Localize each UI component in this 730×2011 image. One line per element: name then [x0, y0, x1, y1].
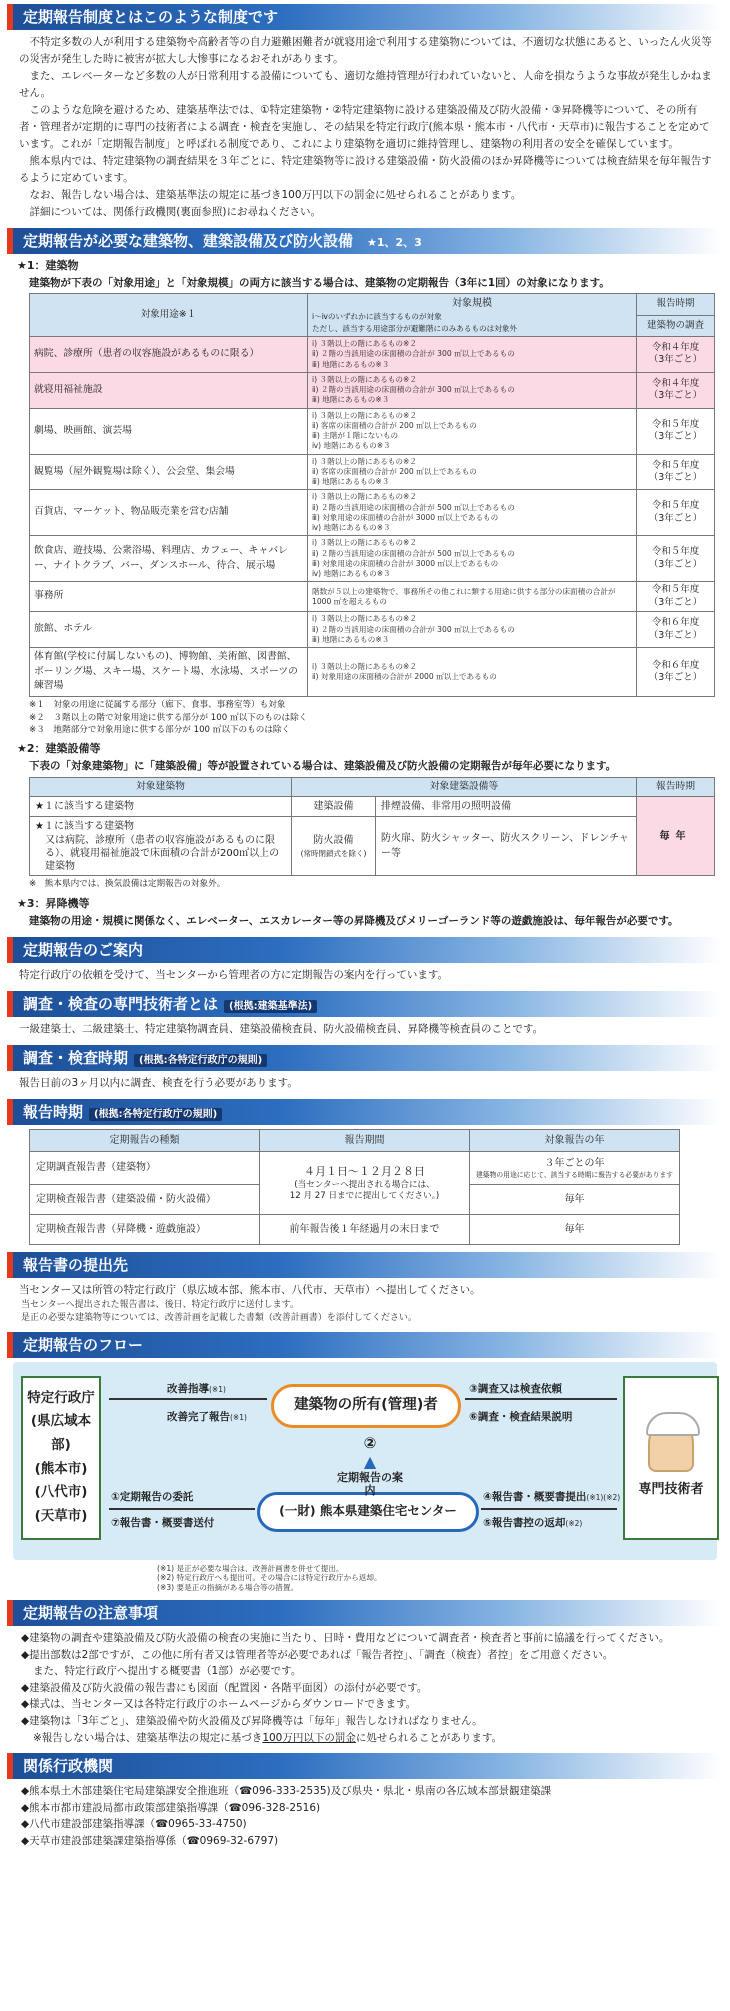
arrow-note: (※2)	[565, 1518, 583, 1528]
footnote: ※３ 地階部分で対象用途に供する部分が 100 ㎡以下のものは除く	[29, 725, 291, 735]
cell	[30, 817, 292, 876]
criterion: ⅱ) ２階の当該用途の床面積の合計が 300 ㎡以上であるもの	[312, 349, 515, 359]
header-year: 対象報告の年	[470, 1130, 680, 1152]
cell: 毎年	[470, 1184, 680, 1214]
table-row	[30, 582, 715, 612]
cell-scale	[308, 648, 637, 697]
arrow-label: ⑦報告書・概要書送付	[111, 1516, 215, 1529]
paragraph: 熊本県内では、特定建築物の調査結果を３年ごとに、特定建築物等に設ける建築設備・防火設備のほか昇降機等については検査結果を毎年報告するように定めています。	[19, 155, 712, 184]
section-header	[7, 1045, 723, 1071]
cell-line: 建築物の用途に応じて、該当する時期に報告する必要があります	[476, 1171, 673, 1180]
criterion: ⅱ) ２階の当該用途の床面積の合計が 300 ㎡以上であるもの	[312, 624, 515, 634]
arrow-label: ⑤報告書控の返却	[483, 1516, 566, 1529]
note: 当センターへ提出された報告書は、後日、特定行政庁に送付します。	[21, 1299, 299, 1310]
arrow-number: ②	[363, 1433, 377, 1452]
header-scale-sub: ただし、該当する用途部分が避難階にのみあるものは対象外	[312, 323, 518, 333]
section-title: 定期報告の注意事項	[23, 1604, 159, 1623]
period-table	[29, 1129, 680, 1244]
subsection-label: ★3：昇降機等	[17, 896, 90, 910]
criterion: ⅳ) 地階にあるもの※３	[312, 569, 391, 579]
section-header	[7, 1099, 723, 1125]
cell-use: 百貨店、マーケット、物品販売業を営む店舗	[30, 490, 308, 536]
cell-scale	[308, 454, 637, 490]
bullet-item: また、特定行政庁へ提出する概要書（1部）が必要です。	[33, 1665, 302, 1678]
criterion: ⅲ) 主階が１階にないもの	[312, 431, 399, 441]
subsection-label: ★2：建築設備等	[17, 742, 101, 756]
arrow-note: (※1)	[209, 1384, 226, 1394]
section-submission	[7, 1252, 723, 1325]
arrow-label: ④報告書・概要書提出	[483, 1490, 587, 1503]
cell-use: 病院、診療所（患者の収容施設があるものに限る）	[30, 337, 308, 373]
criterion: ⅰ) ３階以上の階にあるもの※２	[312, 538, 417, 548]
criterion: ⅱ) 対象用途の床面積の合計が 2000 ㎡以上であるもの	[312, 672, 497, 682]
header-period: 報告時期	[637, 294, 715, 315]
section-header	[7, 4, 723, 30]
criterion: ⅱ) 客席の床面積の合計が 200 ㎡以上であるもの	[312, 420, 477, 430]
gov-line: 特定行政庁	[27, 1389, 95, 1406]
bullet-item	[7, 1730, 723, 1747]
footnote: ※１ 対象の用途に従属する部分（廊下、食事、事務室等）も対象	[29, 700, 286, 711]
expert-label: 専門技術者	[638, 1481, 704, 1497]
cell-scale	[308, 490, 637, 536]
table-row	[30, 372, 715, 408]
cell: 毎年	[470, 1214, 680, 1244]
table-row	[30, 648, 715, 697]
arrow-setsumei	[469, 1410, 572, 1426]
cell-line: ★１に該当する建築物	[35, 821, 134, 833]
cell: 防火扉、防火シャッター、防火スクリーン、ドレンチャー等	[376, 817, 637, 876]
arrow-line	[109, 1508, 255, 1510]
section-notes	[7, 1600, 723, 1746]
paragraph: 報告日前の3ヶ月以内に調査、検査を行う必要があります。	[19, 1077, 298, 1090]
cell-line: 12 月 27 日までに提出してください。)	[289, 1191, 440, 1202]
header-scale-label: 対象規模	[452, 298, 492, 310]
table-row	[30, 612, 715, 648]
table-row	[30, 490, 715, 536]
section-basis: (根拠:各特定行政庁の規則)	[89, 1108, 222, 1121]
section-title: 調査・検査の専門技術者とは	[23, 995, 219, 1014]
cell-period	[637, 337, 715, 373]
star-refs: ★1、2、3	[367, 236, 422, 249]
gov-box	[21, 1376, 101, 1540]
period-line: 令和５年度	[651, 418, 700, 430]
equipment-table	[29, 777, 715, 877]
arrow-label: ③調査又は検査依頼	[469, 1382, 562, 1395]
arrow-label: ①定期報告の委託	[111, 1490, 194, 1503]
section-flow	[7, 1332, 723, 1594]
footnote: (※3) 要是正の指摘がある場合等の措置。	[157, 1583, 299, 1593]
cell	[292, 817, 376, 876]
arrow-label: 定期報告の案内	[337, 1470, 403, 1497]
section-system	[7, 4, 723, 221]
section-timing	[7, 1045, 723, 1092]
person-icon	[648, 1416, 694, 1472]
cell-line: ３年ごとの年	[544, 1158, 605, 1170]
criterion: ⅰ) ３階以上の階にあるもの※２	[312, 410, 417, 420]
up-arrow-icon: ▲	[363, 1451, 377, 1471]
section-basis: (根拠:各特定行政庁の規則)	[134, 1054, 267, 1067]
text: ※報告しない場合は、建築基準法の規定に基づき	[33, 1731, 263, 1744]
cell-period	[637, 408, 715, 454]
bullet-item: ◆建築物は「3年ごと」、建築設備や防火設備及び昇降機等は「毎年」報告しなければなりません。	[21, 1715, 483, 1728]
cell: 前年報告後１年経過月の末日まで	[260, 1214, 470, 1244]
cell	[470, 1152, 680, 1184]
arrow-kanryo	[167, 1410, 247, 1426]
period-line: 令和４年度	[651, 342, 700, 354]
cell: 建築設備	[292, 797, 376, 817]
cell-period	[637, 582, 715, 612]
cell: 定期検査報告書（建築設備・防火設備）	[30, 1184, 260, 1214]
cell-scale	[308, 408, 637, 454]
arrow-line	[109, 1398, 267, 1400]
flow-footnotes	[7, 1564, 723, 1594]
header-use: 対象用途※１	[30, 294, 308, 337]
table-row	[30, 454, 715, 490]
cell-line: 又は病院、診療所（患者の収容施設があるものに限る）、就寝用福祉施設で床面積の合計が200㎡以上の建築物	[45, 835, 280, 873]
arrow-line	[481, 1508, 617, 1510]
section-title: 報告時期	[23, 1103, 84, 1122]
agency-item: ◆熊本市都市建設局都市政策部建築指導課（☎096-328-2516)	[21, 1801, 321, 1814]
gov-line: (県広域本部)	[30, 1413, 92, 1453]
cell-period	[637, 490, 715, 536]
header-period: 報告期間	[260, 1130, 470, 1152]
center-box: (一財) 熊本県建築住宅センター	[257, 1492, 479, 1532]
footnote: ※ 熊本県内では、換気設備は定期報告の対象外。	[29, 879, 226, 890]
cell-use: 劇場、映画館、演芸場	[30, 408, 308, 454]
cell: 排煙設備、非常用の照明設備	[376, 797, 637, 817]
header-scale-sub: ⅰ～ⅳのいずれかに該当するものが対象	[312, 312, 442, 322]
flow-diagram	[13, 1362, 717, 1560]
paragraph: 不特定多数の人が利用する建築物や高齢者等の自力避難困難者が就寝用途で利用する建築物については、不適切な状態にあると、いったん火災等の災害が発生した時に被害が拡大し大惨事になるおそれがあります。	[19, 36, 712, 65]
paragraph: 特定行政庁の依頼を受けて、当センターから管理者の方に定期報告の案内を行っています。	[19, 969, 449, 982]
section-agencies	[7, 1753, 723, 1849]
section-title: 報告書の提出先	[23, 1255, 129, 1274]
period-line: （3年ごと）	[648, 512, 703, 524]
section-title: 定期報告が必要な建築物、建築設備及び防火設備	[23, 232, 354, 250]
period-line: （3年ごと）	[648, 354, 703, 366]
cell: 定期調査報告書（建築物）	[30, 1152, 260, 1184]
section-header	[7, 1600, 723, 1626]
bullet-item: ◆建築設備及び防火設備の報告書にも図面（配置図・各階平面図）の添付が必要です。	[21, 1681, 428, 1694]
arrow-label: 改善指導	[167, 1382, 209, 1395]
criterion: ⅳ) 地階にあるもの※３	[312, 523, 391, 533]
arrow-label: ⑥調査・検査結果説明	[469, 1410, 573, 1423]
period-line: （3年ごと）	[648, 672, 703, 684]
table-row	[30, 408, 715, 454]
criterion: ⅱ) ２階の当該用途の床面積の合計が 500 ㎡以上であるもの	[312, 502, 515, 512]
cell-use: 事務所	[30, 582, 308, 612]
table-row	[30, 337, 715, 373]
header-scale	[308, 294, 637, 337]
cell-use: 旅館、ホテル	[30, 612, 308, 648]
period-line: （3年ごと）	[648, 471, 703, 483]
arrow-note: (※1)	[230, 1412, 247, 1422]
criterion: ⅲ) 地階にあるもの※３	[312, 395, 390, 405]
arrow-henkyaku	[483, 1516, 582, 1532]
arrow-guidance	[335, 1434, 405, 1498]
bullet-item: ◆提出部数は2部ですが、この他に所有者又は管理者等が必要であれば「報告者控」、「調査（検査）者控」をご用意ください。	[21, 1648, 614, 1661]
period-line: （3年ごと）	[648, 596, 703, 608]
cell-period	[637, 648, 715, 697]
criterion: ⅱ) ２階の当該用途の床面積の合計が 300 ㎡以上であるもの	[312, 385, 515, 395]
section-header	[7, 991, 723, 1017]
section-title: 調査・検査時期	[23, 1049, 129, 1068]
section-header	[7, 1332, 723, 1358]
section-header	[7, 1753, 723, 1779]
arrow-line	[465, 1398, 617, 1400]
cell-scale	[308, 612, 637, 648]
period-line: （3年ごと）	[648, 629, 703, 641]
criterion: ⅱ) ２階の当該用途の床面積の合計が 500 ㎡以上であるもの	[312, 548, 515, 558]
cell-use: 就寝用福祉施設	[30, 372, 308, 408]
cell-line: ４月１日～１２月２８日	[304, 1164, 425, 1178]
section-guidance	[7, 937, 723, 984]
bullet-item: ◆建築物の調査や建築設備及び防火設備の検査の実施に当たり、日時・費用などについて調査者・検査者と事前に協議を行ってください。	[21, 1632, 670, 1645]
section-title: 定期報告のご案内	[23, 941, 144, 960]
section-header	[7, 937, 723, 963]
period-line: 令和５年度	[651, 500, 700, 512]
cell-line: (当センターへ提出される場合には、	[294, 1180, 435, 1190]
gov-line: (熊本市)	[34, 1460, 88, 1477]
cell-period	[637, 612, 715, 648]
period-line: 令和５年度	[651, 546, 700, 558]
gov-line: (八代市)	[34, 1484, 88, 1501]
arrow-itaku	[111, 1490, 193, 1506]
section-experts	[7, 991, 723, 1038]
bullet-item: ◆様式は、当センター又は各特定行政庁のホームページからダウンロードできます。	[21, 1698, 417, 1711]
paragraph: 詳細については、関係行政機関(裏面参照)にお尋ねください。	[29, 206, 321, 218]
section-required	[7, 228, 723, 930]
period-line: 令和５年度	[651, 584, 700, 596]
header-equipment: 対象建築設備等	[292, 777, 637, 797]
cell-line: 防火設備	[313, 835, 354, 847]
cell-period	[637, 372, 715, 408]
subsection-note: 建築物が下表の「対象用途」と「対象規模」の両方に該当する場合は、建築物の定期報告（3年に1回）の対象になります。	[29, 276, 610, 289]
arrow-soufu	[111, 1516, 214, 1532]
header-survey: 建築物の調査	[637, 315, 715, 336]
criterion: ⅰ) ３階以上の階にあるもの※２	[312, 492, 417, 502]
paragraph: 一級建築士、二級建築士、特定建築物調査員、建築設備検査員、防火設備検査員、昇降機等検査員のことです。	[19, 1023, 544, 1036]
arrow-label: 改善完了報告	[167, 1410, 230, 1423]
header-type: 定期報告の種類	[30, 1130, 260, 1152]
arrow-teishutsu	[483, 1490, 620, 1506]
section-header	[7, 228, 723, 254]
criterion: ⅲ) 地階にあるもの※３	[312, 359, 390, 369]
cell-period	[637, 536, 715, 582]
paragraph: 当センター又は所管の特定行政庁（県広域本部、熊本市、八代市、天草市）へ提出してください。	[19, 1283, 481, 1296]
footnotes	[7, 697, 723, 738]
cell-scale	[308, 372, 637, 408]
arrow-note: (※1)(※2)	[586, 1492, 621, 1502]
cell-scale	[308, 337, 637, 373]
criterion: ⅰ) ３階以上の階にあるもの※２	[312, 456, 417, 466]
period-line: 令和６年度	[651, 659, 700, 671]
agency-item: ◆八代市建設部建築指導課（☎0965-33-4750)	[21, 1818, 247, 1831]
cell-scale	[308, 536, 637, 582]
period-line: （3年ごと）	[648, 558, 703, 570]
paragraph: また、エレベーターなど多数の人が日常利用する設備についても、適切な維持管理が行われていないと、人命を損なうような事故が発生しかねません。	[19, 70, 712, 99]
criterion: ⅳ) 地階にあるもの※３	[312, 441, 391, 451]
footnote: (※2) 特定行政庁へも提出可。その場合には特定行政庁から返却。	[157, 1573, 382, 1583]
cell-line: (常時閉鎖式を除く)	[300, 849, 367, 859]
criterion: ⅰ) ３階以上の階にあるもの※２	[312, 374, 417, 384]
period-line: 令和４年度	[651, 377, 700, 389]
subsection-label: ★1：建築物	[17, 259, 79, 272]
expert-box	[623, 1376, 719, 1540]
subsection-note: 建築物の用途・規模に関係なく、エレベーター、エスカレーター等の昇降機及びメリーゴーランド等の遊戯施設は、毎年報告が必要です。	[29, 915, 679, 928]
cell-use: 観覧場（屋外観覧場は除く）、公会堂、集会場	[30, 454, 308, 490]
period-line: 令和５年度	[651, 459, 700, 471]
cell-period	[637, 454, 715, 490]
footnote: (※1) 是正が必要な場合は、改善計画書を併せて提出。	[157, 1563, 344, 1573]
criterion: ⅰ) ３階以上の階にあるもの※２	[312, 339, 417, 349]
cell-use: 飲食店、遊技場、公衆浴場、料理店、カフェー、キャバレー、ナイトクラブ、バー、ダンスホール、待合、展示場	[30, 536, 308, 582]
section-report-period	[7, 1099, 723, 1244]
cell	[260, 1152, 470, 1214]
subsection-note: 下表の「対象建築物」に「建築設備」等が設置されている場合は、建築設備及び防火設備の定期報告が毎年必要になります。	[29, 759, 617, 772]
period-line: （3年ごと）	[648, 390, 703, 402]
section-title: 関係行政機関	[23, 1757, 114, 1776]
section-title: 定期報告制度とはこのような制度です	[23, 8, 279, 26]
gov-line: (天草市)	[34, 1507, 88, 1524]
buildings-table	[29, 293, 715, 697]
header-period: 報告時期	[637, 777, 715, 797]
every-year-cell: 毎年	[637, 797, 715, 876]
criterion: ⅲ) 地階にあるもの※３	[312, 634, 390, 644]
table-row	[30, 536, 715, 582]
section-title: 定期報告のフロー	[23, 1335, 144, 1354]
period-line: （3年ごと）	[648, 431, 703, 443]
cell: 定期検査報告書（昇降機・遊戯施設）	[30, 1214, 260, 1244]
criterion: ⅰ) ３階以上の階にあるもの※２	[312, 661, 417, 671]
section-header	[7, 1252, 723, 1278]
footnote: ※２ ３階以上の階で対象用途に供する部分が 100 ㎡以下のものは除く	[29, 712, 308, 723]
criterion: 階数が５以上の建築物で、事務所その他これに類する用途に供する部分の床面積の合計が 1000 ㎡を超えるもの	[312, 586, 616, 606]
cell: ★１に該当する建築物	[30, 797, 292, 817]
agency-item: ◆熊本県土木部建築住宅局建築課安全推進班（☎096-333-2535)及び県央・県北・県南の各広域本部景観建築課	[21, 1785, 552, 1798]
criterion: ⅰ) ３階以上の階にあるもの※２	[312, 614, 417, 624]
period-line: 令和６年度	[651, 617, 700, 629]
criterion: ⅲ) 対象用途の床面積の合計が 3000 ㎡以上であるもの	[312, 558, 499, 568]
header-target: 対象建築物	[30, 777, 292, 797]
cell-scale	[308, 582, 637, 612]
arrow-irai	[469, 1382, 562, 1398]
criterion: ⅲ) 対象用途の床面積の合計が 3000 ㎡以上であるもの	[312, 512, 499, 522]
cell-use: 体育館(学校に付属しないもの)、博物館、美術館、図書館、ボーリング場、スキー場、スケート場、水泳場、スポーツの練習場	[30, 648, 308, 697]
agency-item: ◆天草市建設部建築課建築指導係（☎0969-32-6797)	[21, 1834, 279, 1847]
paragraph: なお、報告しない場合は、建築基準法の規定に基づき100万円以下の罰金に処せられることがあります。	[29, 189, 522, 201]
paragraph: このような危険を避けるため、建築基準法では、①特定建築物・②特定建築物に設ける建築設備及び防火設備・③昇降機等について、その所有者・管理者が定期的に専門の技術者による調査・検査を実施し、その結果を特定行政庁(熊本県・熊本市・八代市・天草市)に報告することを定めています。これが「定期報告制度」と呼ばれる制度であり、これにより建築物を適切に維持管理し、建築物の利用者の安全を確保しています。	[19, 104, 710, 150]
section-basis: (根拠:建築基準法)	[224, 1000, 317, 1013]
criterion: ⅱ) 客席の床面積の合計が 200 ㎡以上であるもの	[312, 466, 477, 476]
note: 是正の必要な建築物等については、改善計画を記載した書類（改善計画書）を添付してください。	[21, 1312, 417, 1323]
text: 100万円以下の罰金	[262, 1731, 356, 1744]
owner-box: 建築物の所有(管理)者	[271, 1384, 461, 1428]
criterion: ⅲ) 地階にあるもの※３	[312, 477, 390, 487]
arrow-kaizen	[167, 1382, 226, 1398]
text: に処せられることがあります。	[355, 1731, 503, 1744]
